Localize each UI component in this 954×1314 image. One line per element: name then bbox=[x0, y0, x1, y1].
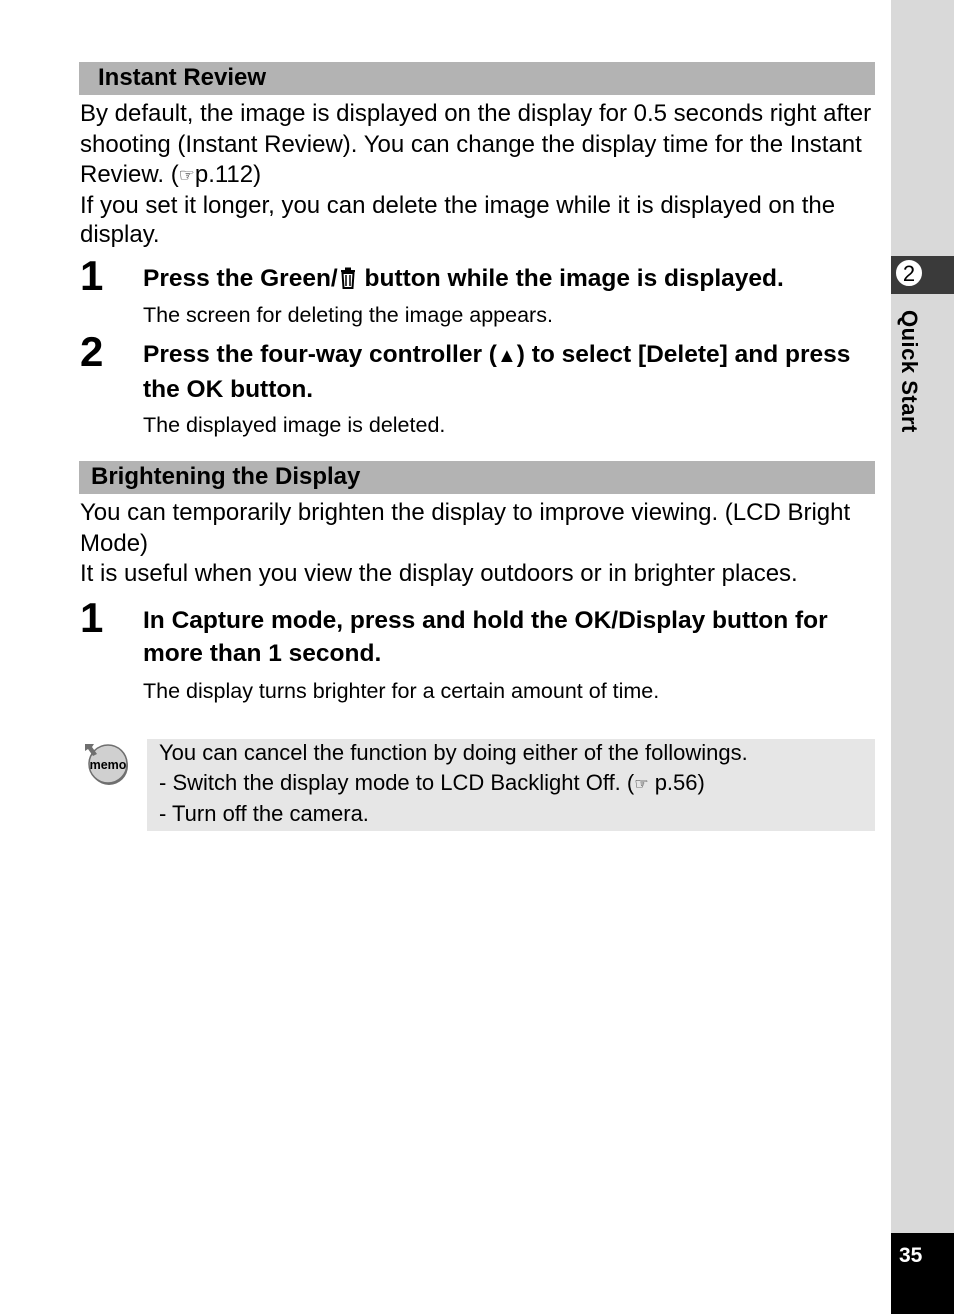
step-title bbox=[143, 338, 878, 406]
memo-icon bbox=[82, 742, 132, 791]
memo-line bbox=[159, 768, 869, 800]
svg-text:memo: memo bbox=[89, 758, 127, 772]
memo-line: You can cancel the function by doing either of the followings. bbox=[159, 740, 748, 765]
step-title-text: ) to select [Delete] and press the OK button. bbox=[143, 341, 851, 403]
para1-reference: p.112) bbox=[194, 161, 262, 188]
memo-text bbox=[159, 738, 869, 829]
para1-text: By default, the image is displayed on the display for 0.5 seconds right after shooting (Instant Review). You can change the display time for the Instant Review. ( bbox=[80, 100, 872, 188]
chapter-title: Quick Start bbox=[897, 310, 922, 433]
instant-review-para2: If you set it longer, you can delete the image while it is displayed on the display. bbox=[80, 191, 836, 248]
step-number: 2 bbox=[80, 328, 104, 375]
instant-review-para1 bbox=[80, 99, 875, 191]
page-reference-icon: ☞ bbox=[178, 165, 195, 185]
step-description: The displayed image is deleted. bbox=[143, 413, 446, 437]
step-number: 1 bbox=[80, 594, 104, 641]
step-title-text: Press the four-way controller ( bbox=[143, 341, 497, 368]
section-title-instant-review: Instant Review bbox=[98, 64, 267, 91]
sidebar-tab bbox=[891, 0, 954, 1314]
instant-review-body bbox=[80, 99, 875, 249]
step-number: 1 bbox=[80, 252, 104, 299]
brightening-para1: You can temporarily brighten the display to improve viewing. (LCD Bright Mode) bbox=[80, 499, 851, 557]
step-title-text: Press the Green/ bbox=[143, 265, 338, 292]
chapter-number: 2 bbox=[894, 258, 924, 288]
memo-line-reference: p.56) bbox=[648, 769, 705, 795]
brightening-para2: It is useful when you view the display outdoors or in brighter places. bbox=[80, 560, 798, 587]
step-description: The display turns brighter for a certain amount of time. bbox=[143, 679, 660, 703]
step-title bbox=[143, 262, 878, 298]
page-number: 35 bbox=[899, 1244, 923, 1267]
step-title: In Capture mode, press and hold the OK/Display button for more than 1 second. bbox=[143, 607, 828, 667]
up-arrow-icon: ▲ bbox=[496, 345, 517, 367]
brightening-body bbox=[80, 498, 875, 590]
page-reference-icon: ☞ bbox=[634, 775, 649, 793]
section-title-brightening: Brightening the Display bbox=[91, 463, 361, 490]
memo-line: - Turn off the camera. bbox=[159, 801, 369, 826]
memo-line-text: - Switch the display mode to LCD Backlight Off. ( bbox=[159, 769, 635, 795]
trash-icon bbox=[338, 265, 358, 298]
step-description: The screen for deleting the image appears. bbox=[143, 303, 553, 327]
step-title-text: button while the image is displayed. bbox=[357, 265, 784, 292]
